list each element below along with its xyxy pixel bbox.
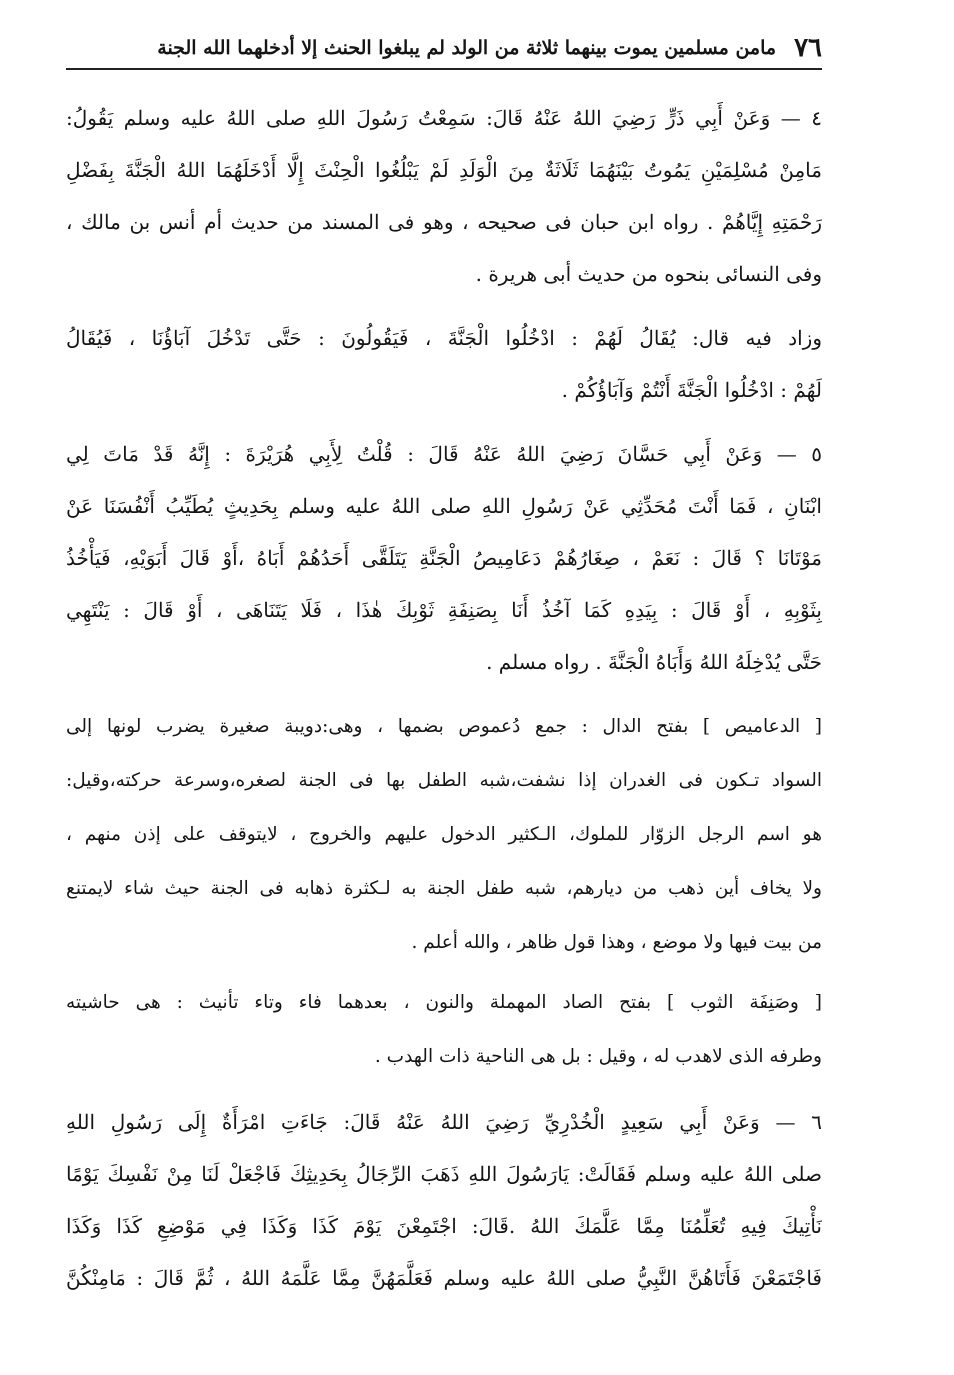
text-line: حَتَّى يُدْخِلَهُ اللهُ وَأَبَاهُ الْجَنَّةَ . رواه مسلم . — [486, 650, 822, 674]
text-line: من بيت فيها ولا موضع ، وهذا قول ظاهر ، والله أعلم . — [411, 932, 822, 953]
text-line: [ الدعاميص ] بفتح الدال : جمع دُعموص بضمها ، وهى:دويبة صغيرة يضرب لونها إلى — [66, 716, 822, 737]
text-line: وطرفه الذى لاهدب له ، وقيل : بل هى الناحية ذات الهدب . — [374, 1046, 822, 1067]
text-line: ٥ — وَعَنْ أَبِي حَسَّانَ رَضِيَ اللهُ عَنْهُ قَالَ : قُلْتُ لِأَبِي هُرَيْرَةَ : إِنَّهُ قَدْ مَاتَ لِي — [66, 442, 822, 466]
note-daamis — [66, 700, 822, 970]
text-line: ٤ — وَعَنْ أَبِي ذَرٍّ رَضِيَ اللهُ عَنْهُ قَالَ: سَمِعْتُ رَسُولَ اللهِ صلى اللهُ عليه وسلم يَقُولُ: — [66, 106, 822, 130]
text-line: رَحْمَتِهِ إِيَّاهُمْ . رواه ابن حبان فى صحيحه ، وهو فى المسند من حديث أم أنس بن مالك ، — [66, 210, 822, 234]
hadith-5 — [66, 428, 822, 688]
text-line: [ وصَنِفَة الثوب ] بفتح الصاد المهملة والنون ، بعدهما فاء وتاء تأنيث : هى حاشيته — [66, 992, 822, 1013]
text-line: وزاد فيه قال: يُقَالُ لَهُمْ : ادْخُلُوا الْجَنَّةَ ، فَيَقُولُونَ : حَتَّى تَدْخُلَ آبَاؤُنَا ، فَيُقَالُ — [66, 326, 822, 350]
text-line: صلى اللهُ عليه وسلم فَقَالَتْ: يَارَسُولَ اللهِ ذَهَبَ الرِّجَالُ بِحَدِيثِكَ فَاجْعَلْ لَنَا مِنْ نَفْسِكَ يَوْمًا — [66, 1162, 822, 1186]
text-line: ولا يخاف أين ذهب من ديارهم، شبه طفل الجنة به لـكثرة ذهابه فى الجنة حيث شاء لايمتنع — [66, 878, 822, 899]
text-line: مَوْتَانَا ؟ قَالَ : نَعَمْ ، صِغَارُهُمْ دَعَامِيصُ الْجَنَّةِ يَتَلَقَّى أَحَدُهُمْ أَبَاهُ ،أَوْ قَالَ أَبَوَيْهِ، فَيَأْخُذُ — [66, 546, 822, 570]
page-number: ٧٦ — [794, 33, 822, 63]
page-header — [66, 28, 822, 70]
text-line: السواد تـكون فى الغدران إذا نشفت،شبه الطفل بها فى الجنة لصغره،وسرعة حركته،وقيل: — [66, 770, 822, 791]
hadith-6 — [66, 1096, 822, 1304]
text-line: نَأْتِيكَ فِيهِ تُعَلِّمُنَا مِمَّا عَلَّمَكَ اللهُ .قَالَ: اجْتَمِعْنَ يَوْمَ كَذَا وَكَذَا فِي مَوْضِعِ كَذَا وَكَذَا — [66, 1214, 822, 1238]
hadith-4-addition — [66, 312, 822, 416]
text-line: لَهُمْ : ادْخُلُوا الْجَنَّةَ أَنْتُمْ وَآبَاؤُكُمْ . — [561, 378, 822, 402]
text-line: بِثَوْبِهِ ، أَوْ قَالَ : بِيَدِهِ كَمَا آخُذُ أَنَا بِصَنِفَةِ ثَوْبِكَ هٰذَا ، فَلَا يَتَنَاهَى ، أَوْ قَالَ : يَنْتَهِي — [66, 598, 822, 622]
text-line: هو اسم الرجل الزوّار للملوك، الـكثير الدخول عليهم والخروج ، لايتوقف على إذن منهم ، — [66, 824, 822, 845]
running-title: مامن مسلمين يموت بينهما ثلاثة من الولد لم يبلغوا الحنث إلا أدخلهما الله الجنة — [157, 37, 777, 59]
text-line: ابْنَانِ ، فَمَا أَنْتَ مُحَدِّثِي عَنْ رَسُولِ اللهِ صلى اللهُ عليه وسلم بِحَدِيثٍ يُطَيِّبُ أَنْفُسَنَا عَنْ — [66, 494, 822, 518]
hadith-4 — [66, 92, 822, 300]
text-line: فَاجْتَمَعْنَ فَأَتَاهُنَّ النَّبِيُّ صلى اللهُ عليه وسلم فَعَلَّمَهُنَّ مِمَّا عَلَّمَهُ اللهُ ، ثُمَّ قَالَ : مَامِنْكُنَّ — [66, 1266, 822, 1290]
text-line: مَامِنْ مُسْلِمَيْنِ يَمُوتُ بَيْنَهُمَا ثَلَاثَةٌ مِنَ الْوَلَدِ لَمْ يَبْلُغُوا الْحِنْثَ إِلَّا أَدْخَلَهُمَا اللهُ الْجَنَّةَ بِفَضْلِ — [66, 158, 822, 182]
text-line: وفى النسائى بنحوه من حديث أبى هريرة . — [475, 262, 822, 286]
note-sanifa — [66, 976, 822, 1084]
text-line: ٦ — وَعَنْ أَبِي سَعِيدٍ الْخُدْرِيِّ رَضِيَ اللهُ عَنْهُ قَالَ: جَاءَتِ امْرَأَةٌ إِلَى رَسُولِ اللهِ — [66, 1110, 822, 1134]
page-body — [66, 92, 822, 1304]
